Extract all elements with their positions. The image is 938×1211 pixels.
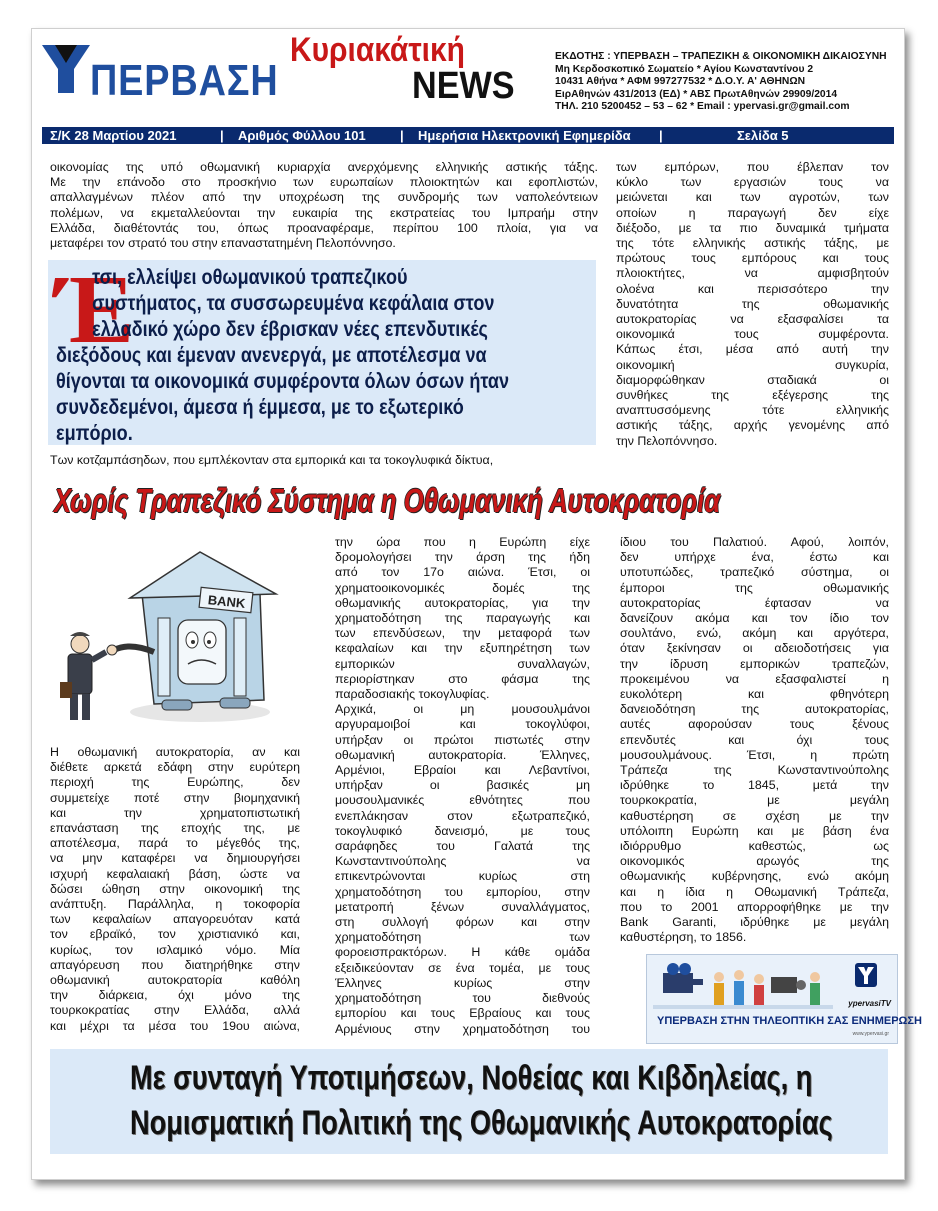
bar-separator: |	[400, 128, 404, 143]
text-line: οθωμανικής αυτοκρατορίας, για την	[335, 595, 590, 610]
intro-paragraph	[50, 160, 598, 251]
title-line: Με συνταγή Υποτιμήσεων, Νοθείας και Κιβδηλείας, η	[130, 1059, 813, 1097]
pull-quote-line: διεξόδους και έμεναν ανενεργά, με αποτέλεσμα να	[56, 344, 487, 367]
text-line: χρηματοδότηση του εμπορίου, στην	[335, 884, 590, 899]
text-line: οικονομίας της υπό οθωμανική κυριαρχία ανερχόμενης ελληνικής αστικής τάξης.	[50, 160, 598, 174]
pull-quote-text	[56, 256, 520, 447]
tv-brand-label: ypervasiTV	[848, 999, 891, 1008]
text-line: τουρκοκρατία, με μεγάλη	[620, 793, 889, 808]
text-line: συμμετείχε ποτέ στην βιομηχανική	[50, 790, 300, 805]
text-line: ίδιου του Παλατιού. Αφού, λοιπόν,	[620, 535, 889, 549]
text-line: διέθετε αρκετά εδάφη στην ευρύτερη	[50, 760, 300, 775]
text-line: παραδοσιακής τοκογλυφίας.	[335, 687, 490, 702]
text-line: προκειμένου να εξασφαλιστεί η	[620, 671, 889, 686]
ypervasi-tv-logo-icon	[855, 963, 877, 987]
text-line: κυρίως, τον ισλαμικό νόμο. Μία	[50, 942, 300, 957]
pull-quote-line: θίγονται τα οικονομικά συμφέροντα όλων όσων ήταν	[56, 370, 510, 393]
text-line: Αρχικά, οι μη μουσουλμάνοι	[335, 702, 590, 717]
publisher-line: ΕιρΑθηνών 431/2013 (ΕΔ) * ΑΒΣ ΠρωτΑθηνών 29909/2014	[555, 88, 838, 100]
text-line: την Πελοπόννησο.	[616, 433, 718, 448]
text-line: σαράφηδες του Γαλατά της	[335, 839, 590, 854]
text-line: την διάρκεια, όχι μόνο της	[50, 988, 300, 1003]
text-line: περιορίστηκαν στο φάσμα της	[335, 671, 590, 686]
article-column-2	[335, 535, 590, 1037]
text-line: των επενδύσεων, την μεταφορά των	[335, 626, 590, 641]
text-line: συνθήκες της εξέγερσης της	[616, 388, 889, 403]
text-line: ευκολότερη και φθηνότερη	[620, 687, 889, 702]
text-line: από τον 17ο αιώνα. Έτσι, οι	[335, 565, 590, 580]
text-line: όταν ξεκίνησαν οι αδειοδοτήσεις για	[620, 641, 889, 656]
text-line: των κεφαλαίων απαγορευόταν κατά	[50, 912, 300, 927]
text-line: πρώτους τους εμπόρους και τους	[616, 251, 889, 266]
text-line: φοροεισπρακτόρων. Η κάθε ομάδα	[335, 945, 590, 960]
pull-quote-line: εμπόριο.	[56, 422, 133, 445]
text-line: Έλληνες κυρίως στην	[335, 975, 590, 990]
issue-date: Σ/Κ 28 Μαρτίου 2021	[50, 128, 177, 143]
text-line: της τότε ελληνικής αστικής τάξης, με	[616, 236, 889, 251]
text-line: δανειοδότηση της αυτοκρατορίας,	[620, 702, 889, 717]
text-line: μουσουλμανικές εθνότητες που	[335, 793, 590, 808]
text-line: και η ίδια η Οθωμανική Τράπεζα,	[620, 884, 889, 899]
text-line: Αρμένιους στην χρηματοδότηση του	[335, 1021, 590, 1036]
text-line: χρηματοοικονομικές δομές της	[335, 580, 590, 595]
right-top-column	[616, 160, 889, 449]
text-line: μετατροπή ξένων συναλλάγματος,	[335, 899, 590, 914]
pull-quote-line: ελλαδικό χώρο δεν έβρισκαν νέες επενδυτικές	[92, 318, 488, 341]
text-line: απαγόρευση που διατηρήθηκε στην	[50, 957, 300, 972]
logo-y-mark	[42, 43, 90, 95]
text-line: και την χρηματοπιστωτική	[50, 805, 300, 820]
text-line: ισχυρή κεφαλαιακή βάση, ώστε να	[50, 866, 300, 881]
text-line: την ίδρυση εμπορικών τραπεζών,	[620, 656, 889, 671]
bar-separator: |	[220, 128, 224, 143]
text-line: ιδρύθηκε το 1845, μετά την	[620, 778, 889, 793]
publisher-line: 10431 Αθήνα * ΑΦΜ 997277532 * Δ.Ο.Υ. Α' ΑΘΗΝΩΝ	[555, 76, 806, 88]
tv-crew-illustration	[653, 959, 833, 1015]
pull-quote-line: τσι, ελλείψει οθωμανικού τραπεζικού	[92, 266, 408, 289]
text-line: Ελλάδα, διαθέτοντάς του, όπως προαναφέραμε, περίπου 100 πλοία, για να	[50, 220, 598, 235]
text-line: αστικής τάξης, αρχής γενομένης από	[616, 418, 889, 433]
text-line: Αρμένιοι, Εβραίοι και Λεβαντίνοι,	[335, 763, 590, 778]
text-line: οποίων η παραγωγή δεν είχε	[616, 205, 889, 220]
text-line: οθωμανικής κυβέρνησης, ενώ ακόμη	[620, 869, 889, 884]
text-line: ολοένα και περισσότερο την	[616, 281, 889, 296]
text-line: ιδιόρρυθμο καθεστώς, ως	[620, 839, 889, 854]
text-line: εμπορίου και τους Εβραίους και τους	[335, 1006, 590, 1021]
text-line: αυτοκρατορίας έφτασαν να	[620, 595, 889, 610]
text-line: Με την επάνοδο στο προσκήνιο των ευρωπαίων πλοιοκτητών και εφοπλιστών,	[50, 175, 598, 190]
text-line: υπήρξαν οι βασικές μη	[335, 778, 590, 793]
text-line: διαμορφώθηκαν σταδιακά οι	[616, 372, 889, 387]
article-headline: Χωρίς Τραπεζικό Σύστημα η Οθωμανική Αυτοκρατορία	[54, 482, 721, 519]
text-line: αργυραμοιβοί και τοκογλύφοι,	[335, 717, 590, 732]
pull-quote-line: συστήματος, τα συσσωρευμένα κεφάλαια στον	[92, 292, 495, 315]
tv-url: www.ypervasi.gr	[852, 1031, 889, 1037]
logo-main-word: ΠΕΡΒΑΣΗ	[90, 56, 279, 105]
text-line: επενδυτές και όχι τους	[620, 732, 889, 747]
text-line: αυτές αφορούσαν τους ξένους	[620, 717, 889, 732]
text-line: κεφαλαίων και την εξυπηρέτηση των	[335, 641, 590, 656]
text-line: δρομολογήσει την άρση της ήδη	[335, 550, 590, 565]
text-line: πολέμων, να εκμεταλλεύονται την ευκαιρία της εκστρατείας του Ιμπραήμ στην	[50, 205, 598, 220]
text-line: δεν υπήρχε ένα, έστω και	[620, 550, 889, 565]
newspaper-page	[31, 28, 922, 1180]
publisher-line: Μη Κερδοσκοπικό Σωματείο * Αγίου Κωνσταντίνου 2	[555, 63, 814, 75]
logo-sunday-label: Κυριακάτική	[290, 31, 465, 69]
text-line: τουρκοκρατίας στην Ελλάδα, αλλά	[50, 1003, 300, 1018]
issue-number: Αριθμός Φύλλου 101	[238, 128, 366, 143]
page-number: Σελίδα 5	[737, 128, 789, 143]
text-line: χρηματοδότηση της παραγωγής και	[335, 611, 590, 626]
text-line: περιοχή της Ευρώπης, δεν	[50, 775, 300, 790]
text-line: οικονομική συγκυρία,	[616, 357, 889, 372]
text-line: Κωνσταντινούπολης να	[335, 854, 590, 869]
text-line: Των κοτζαμπάσηδων, που εμπλέκονταν στα εμπορικά και τα τοκογλυφικά δίκτυα,	[50, 453, 494, 467]
text-line: και μέχρι τα μέσα του 19ου αιώνα,	[50, 1018, 300, 1033]
text-line: επικεντρώνονται κυρίως στη	[335, 869, 590, 884]
next-article-title	[130, 1056, 833, 1146]
text-line: εξειδικεύονταν σε ένα τομέα, με τους	[335, 960, 590, 975]
text-line: οθωμανική αυτοκρατορία. Έλληνες,	[335, 747, 590, 762]
text-line: ενεπλάκησαν στον εξωτραπεζικό,	[335, 808, 590, 823]
text-line: καθυστέρηση, το 1856.	[620, 930, 747, 945]
text-line: δυνατότητα της οθωμανικής	[616, 296, 889, 311]
text-line: έμποροι της οθωμανικής	[620, 580, 889, 595]
text-line: οθωμανική αυτοκρατορία καθόλη	[50, 973, 300, 988]
text-line: οικονομικά τους συμφέροντα.	[616, 327, 889, 342]
issue-info-bar	[42, 127, 894, 144]
text-line: να μην καταφέρει να δημιουργήσει	[50, 851, 300, 866]
text-line: κύκλο των εργασιών τους να	[616, 175, 889, 190]
text-line: τον εβραϊκό, τον χριστιανικό και,	[50, 927, 300, 942]
logo-news-word: NEWS	[412, 65, 515, 107]
text-line: στη συλλογή φόρων και στην	[335, 915, 590, 930]
text-line: τοκογλυφικό δανεισμό, με τους	[335, 823, 590, 838]
publication-type: Ημερήσια Ηλεκτρονική Εφημερίδα	[418, 128, 631, 143]
text-line: υπήρξαν οι πρώτοι πιστωτές στην	[335, 732, 590, 747]
continuation-line	[50, 453, 610, 468]
ypervasi-tv-banner[interactable]	[646, 954, 922, 1044]
text-line: χρηματοδότηση των	[335, 930, 590, 945]
text-line: σουλτάνο, ενώ, ακόμη και αργότερα,	[620, 626, 889, 641]
text-line: δανείζουν ακόμα και τον ίδιο τον	[620, 611, 889, 626]
text-line: καθυστέρηση σε σχέση με την	[620, 808, 889, 823]
text-line: χρηματοδότηση του διεθνούς	[335, 991, 590, 1006]
text-line: δώσει ώθηση στην οικονομική της	[50, 881, 300, 896]
publisher-info	[555, 51, 900, 114]
text-line: μεταφέρει τον στρατό του στην επαναστατημένη Πελοπόννησο.	[50, 236, 396, 251]
text-line: μουσουλμάνους. Έτσι, η πρώτη	[620, 747, 889, 762]
publisher-line: ΤΗΛ. 210 5200452 – 53 – 62 * Email : ypervasi.gr@gmail.com	[555, 101, 850, 113]
text-line: ανάπτυξη. Παράλληλα, η τοκοφορία	[50, 897, 300, 912]
text-line: Κάπως έτσι, μέσα από αυτή την	[616, 342, 889, 357]
bank-cartoon-illustration	[50, 532, 298, 732]
text-line: επανάσταση της εποχής της, με	[50, 821, 300, 836]
drop-cap: Έ	[56, 256, 135, 364]
text-line: αποτέλεσμα, παρά το μέγεθός της,	[50, 836, 300, 851]
pull-quote-line: συνδεδεμένοι, άμεσα ή έμμεσα, με το εξωτερικό	[56, 396, 464, 419]
text-line: Bank Garanti, ιδρύθηκε με μεγάλη	[620, 915, 889, 930]
text-line: μειώνεται και των αγροτών, των	[616, 190, 889, 205]
text-line: των εμπόρων, που έβλεπαν τον	[616, 160, 889, 174]
article-column-1	[50, 745, 300, 1034]
text-line: εμπορικών συναλλαγών,	[335, 656, 590, 671]
tv-caption: ΥΠΕΡΒΑΣΗ ΣΤΗΝ ΤΗΛΕΟΠΤΙΚΗ ΣΑΣ ΕΝΗΜΕΡΩΣΗ	[657, 1015, 922, 1027]
text-line: αναπτυσσόμενης τότε ελληνικής	[616, 403, 889, 418]
publisher-line: ΕΚΔΟΤΗΣ : ΥΠΕΡΒΑΣΗ – ΤΡΑΠΕΖΙΚΗ & ΟΙΚΟΝΟΜΙΚΗ ΔΙΚΑΙΟΣΥΝΗ	[555, 51, 887, 62]
text-line: πλοιοκτήτες, να αμφισβητούν	[616, 266, 889, 281]
text-line: Τράπεζα της Κωνσταντινούπολης	[620, 763, 889, 778]
text-line: οικονομικός αρωγός της	[620, 854, 889, 869]
text-line: υποτυπώδες, τραπεζικό σύστημα, οι	[620, 565, 889, 580]
text-line: που το 2001 απορροφήθηκε με την	[620, 899, 889, 914]
text-line: αυτοκρατορίας να εξασφαλίσει τα	[616, 312, 889, 327]
text-line: την ώρα που η Ευρώπη είχε	[335, 535, 590, 549]
text-line: απαλλαγμένων πλέον από την υποχρέωση της συνδρομής των ναπολεόντειων	[50, 190, 598, 205]
title-line: Νομισματική Πολιτική της Οθωμανικής Αυτοκρατορίας	[130, 1104, 833, 1142]
article-column-3	[620, 535, 889, 945]
bank-sign-label: BANK	[207, 592, 247, 611]
text-line: υπόλοιπη Ευρώπη και με βάση ένα	[620, 823, 889, 838]
text-line: διέξοδο, με τα πιο δυναμικά τμήματα	[616, 220, 889, 235]
text-line: Η οθωμανική αυτοκρατορία, αν και	[50, 745, 300, 759]
bar-separator: |	[659, 128, 663, 143]
